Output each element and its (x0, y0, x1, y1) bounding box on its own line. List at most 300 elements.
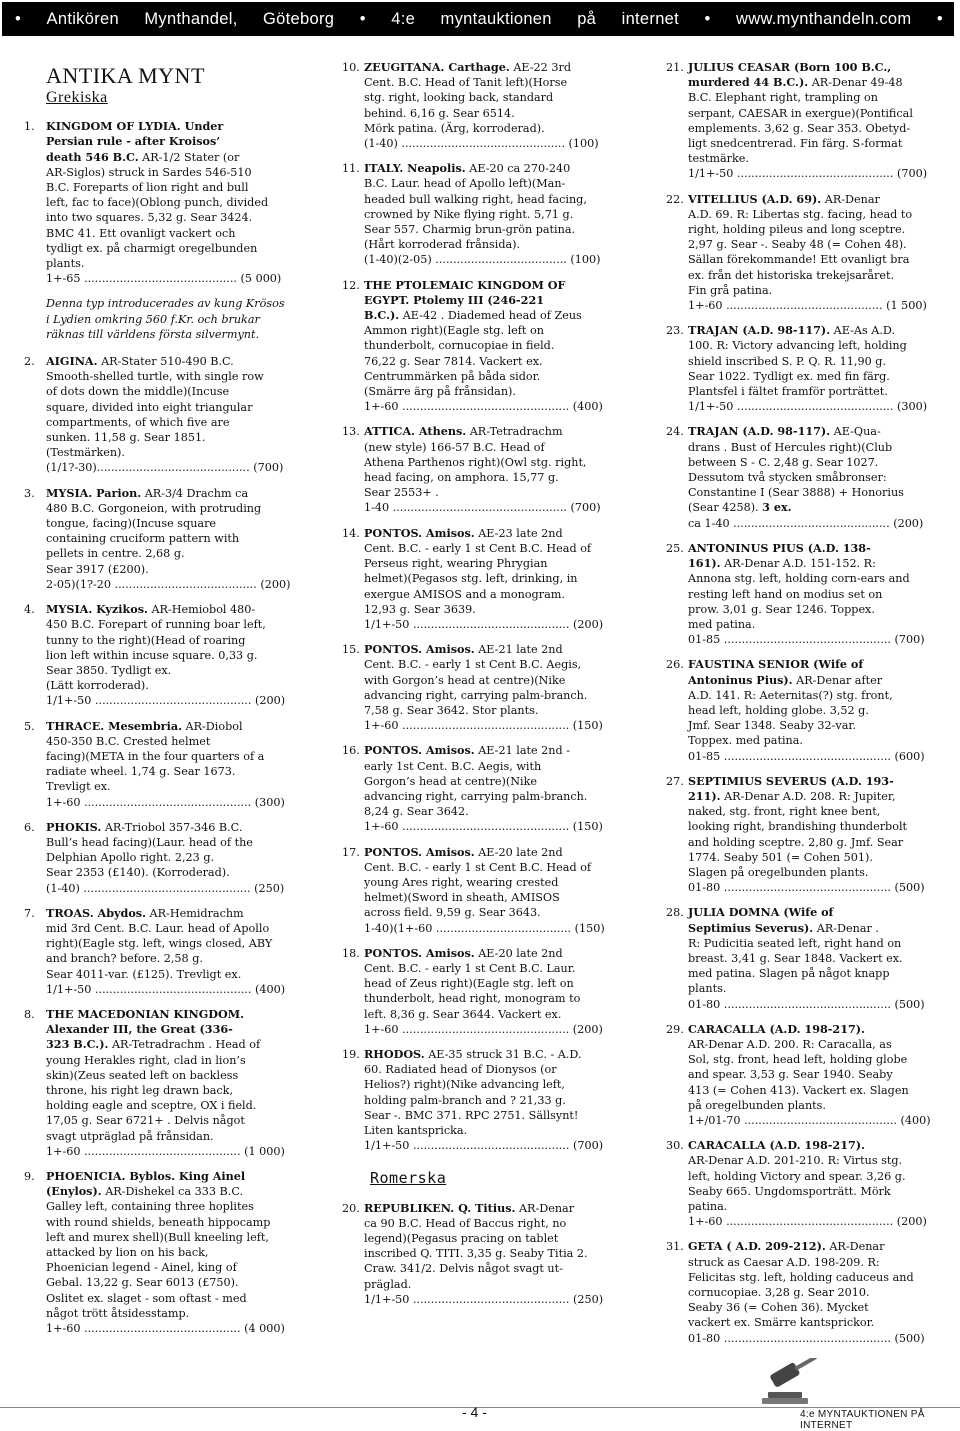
lot-description (364, 642, 628, 733)
lot-line: breast. 3,41 g. Sear 1848. Vackert ex. (688, 951, 903, 965)
lot-line: across field. 9,59 g. Sear 3643. (364, 906, 541, 920)
lot-line: facing)(META in the four quarters of a (46, 749, 265, 763)
lot-item (342, 743, 628, 834)
lot-line: B.C. Laur. head of Apollo left)(Man- (364, 177, 566, 191)
lot-line: Bull’s head facing)(Laur. head of the (46, 835, 253, 849)
lot-line: Slagen på oregelbunden plants. (688, 865, 869, 879)
lot-number: 11. (342, 162, 360, 176)
lot-line: young Ares right, wearing crested (364, 875, 559, 889)
lot-line: drans . Bust of Hercules right)(Club (688, 440, 893, 454)
lot-line: ex. från det historiska trekejsaråret. (688, 268, 895, 282)
lot-number: 1. (24, 120, 35, 134)
lot-line: 413 (= Cohen 413). Vackert ex. Slagen (688, 1083, 909, 1097)
lot-description (688, 657, 952, 763)
lot-line: and branch? before. 2,58 g. (46, 952, 203, 966)
lot-line: Felicitas stg. left, holding caduceus and (688, 1270, 914, 1284)
lot-number: 9. (24, 1170, 35, 1183)
lot-line: 1+-60 ............................................... (300) (46, 795, 285, 809)
lot-line: shield inscribed S. P. Q. R. 11,90 g. (688, 354, 886, 368)
lot-line: REPUBLIKEN. Q. Titius. AR-Denar (364, 1200, 575, 1215)
lot-line: holding palm-branch and ? 21,33 g. (364, 1093, 566, 1107)
lot-description (688, 541, 952, 647)
lot-description (688, 424, 952, 530)
lot-line: 323 B.C.). AR-Tetradrachm . Head of (46, 1037, 261, 1052)
lot-item (24, 719, 304, 810)
lot-number: 3. (24, 486, 35, 500)
lot-description (688, 1022, 952, 1128)
lot-line: präglad. (364, 1277, 412, 1291)
lot-line: ligt snedcentrerad. Fin färg. S-format (688, 137, 903, 151)
lot-line: THE PTOLEMAIC KINGDOM OF (364, 277, 566, 292)
lot-item (666, 192, 952, 314)
lot-line: left, holding Victory and spear. 3,26 g. (688, 1169, 906, 1183)
lot-description (46, 354, 304, 476)
header-word: Mynthandel, (144, 9, 238, 28)
lot-line: naked, stg. front, right knee bent, (688, 805, 881, 819)
lot-number: 2. (24, 355, 35, 369)
lot-item (24, 1169, 304, 1336)
lot-line: Antoninus Pius). AR-Denar after (688, 672, 883, 687)
lot-line: svagt utpräglad på frånsidan. (46, 1129, 214, 1143)
lot-line: struck as Caesar A.D. 198-209. R: (688, 1255, 880, 1269)
lot-line: cornucopiae. 3,28 g. Sear 2010. (688, 1286, 870, 1300)
lot-line: head left, holding globe. 3,52 g. (688, 703, 869, 717)
lot-line: Mörk patina. (Ärg, korroderad). (364, 121, 545, 135)
lot-line: (Enylos). AR-Dishekel ca 333 B.C. (46, 1184, 244, 1199)
lot-description (364, 845, 628, 936)
lot-line: PONTOS. Amisos. AE-21 late 2nd (364, 642, 563, 657)
lot-number: 5. (24, 719, 35, 733)
lot-description (364, 1047, 628, 1153)
lot-line: PONTOS. Amisos. AE-20 late 2nd (364, 844, 563, 859)
lot-description (364, 1201, 628, 1307)
lot-line: 01-85 ............................................... (600) (688, 749, 925, 763)
lot-line: (1-40) ............................................... (250) (46, 881, 285, 895)
lot-line: Helios?) right)(Nike advancing left, (364, 1078, 565, 1092)
lot-line: 1+-60 ............................................... (200) (688, 1215, 927, 1229)
lot-number: 18. (342, 946, 360, 960)
section-heading-roman: Romerska (370, 1169, 447, 1188)
lot-line: 1/1+-50 ............................................ (700) (364, 1139, 604, 1153)
lot-description (688, 323, 952, 414)
lot-line: 7,58 g. Sear 3642. Stor plants. (364, 703, 539, 717)
lot-line: behind. 6,16 g. Sear 6514. (364, 106, 515, 120)
lot-line: mid 3rd Cent. B.C. Laur. head of Apollo (46, 921, 270, 935)
lot-line: Perseus right, wearing Phrygian (364, 557, 548, 571)
lot-line: R: Pudicitia seated left, right hand on (688, 936, 902, 950)
lot-line: 17,05 g. Sear 6721+ . Delvis något (46, 1114, 245, 1128)
lot-description (364, 161, 628, 267)
lot-line: death 546 B.C. AR-1/2 Stater (or (46, 149, 240, 164)
note-line: räknas till världens första silvermynt. (46, 327, 260, 341)
lot-line: legend)(Pegasus pracing on tablet (364, 1232, 559, 1246)
lot-line: 1/1+-50 ............................................ (400) (46, 982, 286, 996)
lot-description (46, 486, 304, 592)
lot-line: Toppex. med patina. (688, 734, 803, 748)
gavel-icon (754, 1358, 824, 1408)
lot-line: radiate wheel. 1,74 g. Sear 1673. (46, 765, 236, 779)
lot-line: (1-40)(2-05) ..................................... (100) (364, 253, 601, 267)
lot-item (342, 1201, 628, 1307)
lot-line: JULIA DOMNA (Wife of (688, 905, 834, 920)
lot-line: compartments, of which five are (46, 415, 230, 429)
lot-description (364, 60, 628, 151)
lot-line: A.D. 141. R: Aeternitas(?) stg. front, (688, 688, 893, 702)
header-bar (2, 2, 954, 36)
lot-description (688, 1239, 952, 1345)
lot-line: Oslitet ex. slaget - som oftast - med (46, 1291, 247, 1305)
lot-item (342, 946, 628, 1037)
lot-line: 01-80 ............................................... (500) (688, 881, 925, 895)
lot-number: 16. (342, 744, 360, 758)
lot-item (342, 526, 628, 632)
lot-item (24, 486, 304, 592)
lot-line: A.D. 69. R: Libertas stg. facing, head to (688, 207, 913, 221)
lot-item (666, 323, 952, 414)
footer-caption: 4:e MYNTAUKTIONEN PÅ INTERNET (800, 1409, 925, 1431)
lot-line: square, divided into eight triangular (46, 400, 253, 414)
lot-item (666, 774, 952, 896)
lot-line: Cent. B.C. - early 1 st Cent B.C. Head of (364, 860, 592, 874)
lot-number: 12. (342, 278, 360, 292)
lot-line: ca 1-40 ............................................ (200) (688, 516, 924, 530)
lot-item (342, 1047, 628, 1153)
lot-line: tongue, facing)(Incuse square (46, 517, 217, 531)
lot-line: testmärke. (688, 152, 749, 166)
lot-line: JULIUS CEASAR (Born 100 B.C., (688, 60, 892, 74)
lot-number: 19. (342, 1047, 360, 1061)
page-number: - 4 - (462, 1404, 487, 1420)
header-word: på (577, 9, 597, 28)
lot-number: 25. (666, 541, 684, 555)
lot-line: and spear. 3,53 g. Sear 1940. Seaby (688, 1068, 893, 1082)
lot-description (688, 192, 952, 314)
lot-line: FAUSTINA SENIOR (Wife of (688, 657, 864, 672)
lot-line: left, fac to face)(Oblong punch, divided (46, 196, 269, 210)
column-3 (666, 60, 952, 1356)
lot-item (24, 354, 304, 476)
lot-line: Persian rule - after Kroisos’ (46, 134, 221, 149)
lot-line: (Sear 4258). 3 ex. (688, 500, 792, 515)
lot-number: 24. (666, 425, 684, 439)
lot-line: Cent. B.C. - early 1 st Cent B.C. Laur. (364, 961, 576, 975)
lot-line: Plantsfel i fältet framför porträttet. (688, 385, 888, 399)
lot-line: 1+-60 ............................................ (1 000) (46, 1144, 285, 1158)
header-url[interactable]: www.mynthandeln.com (736, 9, 912, 28)
lot-line: 01-85 ............................................... (700) (688, 633, 925, 647)
lot-line: and holding sceptre. 2,80 g. Jmf. Sear (688, 835, 904, 849)
lot-number: 20. (342, 1201, 360, 1215)
lot-number: 23. (666, 324, 684, 338)
lot-item (24, 906, 304, 997)
lot-line: between S - C. 2,48 g. Sear 1027. (688, 455, 879, 469)
header-bullet: • (359, 9, 366, 28)
lot-line: Seaby 665. Ungdomsporträtt. Mörk (688, 1184, 891, 1198)
lot-item (666, 1022, 952, 1128)
lot-line: plants. (46, 257, 85, 271)
lot-line: prow. 3,01 g. Sear 1246. Toppex. (688, 602, 875, 616)
lot-line: Septimius Severus). AR-Denar . (688, 920, 879, 935)
lot-line: BMC 41. Ett ovanligt vackert och (46, 226, 236, 240)
header-bullet: • (936, 9, 943, 28)
lot-line: 1+-60 ............................................ (4 000) (46, 1322, 285, 1336)
lot-description (46, 820, 304, 896)
lot-line: B.C. Foreparts of lion right and bull (46, 181, 249, 195)
lot-line: Sear 557. Charmig brun-grön patina. (364, 223, 576, 237)
lot-line: Athena Parthenos right)(Owl stg. right, (364, 455, 587, 469)
lot-line: AR-Siglos) struck in Sardes 546-510 (46, 165, 252, 179)
lot-line: AR-Denar A.D. 200. R: Caracalla, as (688, 1037, 892, 1051)
lot-line: Sear 2353 (£140). (Korroderad). (46, 866, 230, 880)
lot-line: GETA ( A.D. 209-212). AR-Denar (688, 1239, 885, 1254)
lot-item (666, 1239, 952, 1345)
lot-description (364, 946, 628, 1037)
lot-line: holding eagle and sceptre, OX i field. (46, 1099, 257, 1113)
lot-line: of dots down the middle)(Incuse (46, 385, 230, 399)
lot-description (364, 526, 628, 632)
lot-number: 4. (24, 603, 35, 617)
lot-line: något trött åtsidesstamp. (46, 1306, 190, 1320)
lot-line: PONTOS. Amisos. AE-20 late 2nd (364, 945, 563, 960)
lot-line: EGYPT. Ptolemy III (246-221 (364, 292, 545, 307)
lot-line: 1+-60 ............................................... (200) (364, 1022, 603, 1036)
lot-line: Galley left, containing three hoplites (46, 1200, 254, 1214)
lot-line: 1-40 ................................................. (700) (364, 501, 601, 515)
lot-line: headed bull walking right, head facing, (364, 192, 587, 206)
lot-line: Fin grå patina. (688, 283, 773, 297)
lot-number: 8. (24, 1007, 35, 1021)
lot-line: 8,24 g. Sear 3642. (364, 805, 469, 819)
lot-line: tydligt ex. på charmigt oregelbunden (46, 241, 258, 255)
lot-line: murdered 44 B.C.). AR-Denar 49-48 (688, 75, 903, 90)
lot-line: ATTICA. Athens. AR-Tetradrachm (364, 424, 563, 439)
lot-line: (Testmärken). (46, 446, 125, 460)
lot-line: Seaby 36 (= Cohen 36). Mycket (688, 1301, 869, 1315)
lot-line: 1+-60 ............................................... (400) (364, 400, 603, 414)
note-line: Denna typ introducerades av kung Krösos (46, 297, 285, 311)
lot-line: Centrummärken på båda sidor. (364, 369, 541, 383)
lot-line: stg. right, looking back, standard (364, 91, 554, 105)
lot-line: 1+-60 ............................................ (1 500) (688, 299, 927, 313)
lot-line: VITELLIUS (A.D. 69). AR-Denar (688, 191, 880, 206)
lot-line: young Herakles right, clad in lion’s (46, 1053, 246, 1067)
lot-line: 1/1+-50 ............................................ (200) (46, 694, 286, 708)
lot-item (24, 119, 304, 286)
lot-line: CARACALLA (A.D. 198-217). (688, 1138, 865, 1153)
lot-line: B.C.). AE-42 . Diademed head of Zeus (364, 308, 582, 323)
lot-line: Cent. B.C. - early 1 st Cent B.C. Aegis, (364, 658, 582, 672)
lot-line: pellets in centre. 2,68 g. (46, 547, 185, 561)
lot-item (342, 424, 628, 515)
lot-line: 1+-65 ........................................... (5 000) (46, 272, 282, 286)
lot-item (342, 60, 628, 151)
lot-description (46, 119, 304, 286)
lot-number: 26. (666, 658, 684, 672)
lot-description (46, 1169, 304, 1336)
lot-number: 29. (666, 1022, 684, 1036)
lot-line: Sear 2553+ . (364, 486, 439, 500)
lot-line: 161). AR-Denar A.D. 151-152. R: (688, 556, 876, 571)
lot-number: 21. (666, 61, 684, 74)
lot-description (364, 278, 628, 415)
lot-line: 480 B.C. Gorgoneion, with protruding (46, 501, 262, 515)
lot-line: (new style) 166-57 B.C. Head of (364, 440, 545, 454)
lot-item (24, 820, 304, 896)
lot-line: Dessutom två stycken småbronser: (688, 471, 887, 485)
lot-line: containing cruciform pattern with (46, 532, 240, 546)
lot-line: TROAS. Abydos. AR-Hemidrachm (46, 905, 244, 920)
lot-line: 1+-60 ............................................... (150) (364, 719, 603, 733)
lot-line: ITALY. Neapolis. AE-20 ca 270-240 (364, 161, 571, 176)
lot-line: RHODOS. AE-35 struck 31 B.C. - A.D. (364, 1046, 582, 1061)
lot-line: left and murex shell)(Bull kneeling left, (46, 1230, 269, 1244)
lot-line: 1/1+-50 ............................................ (200) (364, 617, 604, 631)
lot-line: 1+/01-70 ........................................... (400) (688, 1114, 931, 1127)
lot-line: AR-Denar A.D. 201-210. R: Virtus stg. (688, 1154, 903, 1168)
lot-line: early 1st Cent. B.C. Aegis, with (364, 759, 542, 773)
header-bullet: • (15, 9, 22, 28)
lot-line: TRAJAN (A.D. 98-117). AE-As A.D. (688, 323, 896, 338)
lot-line: skin)(Zeus seated left on backless (46, 1068, 239, 1082)
lot-line: TRAJAN (A.D. 98-117). AE-Qua- (688, 424, 881, 439)
lot-line: Gorgon’s head at centre)(Nike (364, 774, 537, 788)
lot-line: 450-350 B.C. Crested helmet (46, 734, 211, 748)
lot-line: thunderbolt, cornucopiae in field. (364, 339, 555, 353)
lot-line: (Lätt korroderad). (46, 679, 149, 693)
lot-line: Craw. 341/2. Delvis något svagt ut- (364, 1262, 563, 1276)
lot-line: Annona stg. left, holding corn-ears and (688, 572, 910, 586)
lot-line: 2,97 g. Sear -. Seaby 48 (= Cohen 48). (688, 238, 907, 252)
note-line: i Lydien omkring 560 f.Kr. och brukar (46, 312, 260, 326)
lot-number: 17. (342, 845, 360, 859)
lot-line: crowned by Nike flying right. 5,71 g. (364, 207, 574, 221)
lot-item (666, 424, 952, 530)
lot-line: 2-05)(1?-20 ........................................ (200) (46, 577, 291, 591)
lot-line: into two squares. 5,32 g. Sear 3424. (46, 211, 253, 225)
lot-number: 14. (342, 526, 360, 540)
lot-line: Sällan förekommande! Ett ovanligt bra (688, 253, 910, 267)
lot-line: AIGINA. AR-Stater 510-490 B.C. (46, 354, 234, 369)
lot-line: patina. (688, 1200, 728, 1214)
lot-line: ANTONINUS PIUS (A.D. 138- (688, 540, 871, 555)
lot-line: looking right, brandishing thunderbolt (688, 820, 908, 834)
lot-line: 1/1+-50 ............................................ (700) (688, 167, 928, 181)
lot-line: 450 B.C. Forepart of running boar left, (46, 618, 266, 632)
lot-note (46, 296, 304, 342)
lot-number: 28. (666, 906, 684, 920)
lot-line: (Smärre ärg på frånsidan). (364, 385, 516, 399)
lot-line: Sol, stg. front, head left, holding globe (688, 1053, 908, 1067)
lot-number: 6. (24, 820, 35, 834)
lot-item (342, 642, 628, 733)
lot-line: Smooth-shelled turtle, with single row (46, 370, 264, 384)
lot-line: Delphian Apollo right. 2,23 g. (46, 851, 215, 865)
lot-item (666, 541, 952, 647)
lot-item (666, 657, 952, 763)
lot-line: 12,93 g. Sear 3639. (364, 602, 476, 616)
lot-line: with round shields, beneath hippocamp (46, 1215, 271, 1229)
lot-description (688, 1138, 952, 1229)
header-word: Antikören (46, 9, 119, 28)
lot-item (342, 845, 628, 936)
lot-line: MYSIA. Parion. AR-3/4 Drachm ca (46, 485, 249, 500)
lot-description (46, 906, 304, 997)
lot-line: B.C. Elephant right, trampling on (688, 91, 878, 105)
lot-line: (1-40) .............................................. (100) (364, 137, 599, 151)
lot-line: sunken. 11,58 g. Sear 1851. (46, 431, 206, 445)
lot-line: advancing right, carrying palm-branch. (364, 688, 588, 702)
lot-item (666, 1138, 952, 1229)
lot-number: 10. (342, 61, 360, 74)
lot-line: advancing right, carrying palm-branch. (364, 789, 588, 803)
lot-description (364, 424, 628, 515)
lot-description (46, 719, 304, 810)
lot-item (342, 278, 628, 415)
page-title: ANTIKA MYNT (46, 63, 205, 88)
lot-number: 7. (24, 906, 35, 920)
lot-line: 01-80 ............................................... (500) (688, 1331, 925, 1345)
lot-line: MYSIA. Kyzikos. AR-Hemiobol 480- (46, 602, 256, 617)
lot-line: plants. (688, 982, 727, 996)
lot-number: 31. (666, 1240, 684, 1254)
lot-line: Sear -. BMC 371. RPC 2751. Sällsynt! (364, 1108, 579, 1122)
lot-line: 1774. Seaby 501 (= Cohen 501). (688, 850, 873, 864)
lot-line: Cent. B.C. Head of Tanit left)(Horse (364, 76, 568, 90)
lot-line: 76,22 g. Sear 7814. Vackert ex. (364, 354, 543, 368)
lot-description (46, 602, 304, 708)
lot-line: tunny to the right)(Head of roaring (46, 633, 246, 647)
lot-item (666, 60, 952, 182)
lot-item (666, 905, 952, 1011)
lot-line: Sear 1022. Tydligt ex. med fin färg. (688, 369, 890, 383)
lot-line: CARACALLA (A.D. 198-217). (688, 1021, 865, 1036)
lot-description (688, 774, 952, 896)
lot-line: resting left hand on modius set on (688, 587, 883, 601)
lot-line: inscribed Q. TITI. 3,35 g. Seaby Titia 2. (364, 1247, 588, 1261)
header-word: Göteborg (263, 9, 335, 28)
lot-line: PHOKIS. AR-Triobol 357-346 B.C. (46, 819, 243, 834)
lot-line: throne, his right leg drawn back, (46, 1083, 234, 1097)
lot-line: 1-40)(1+-60 ...................................... (150) (364, 921, 605, 935)
header-word: 4:e (391, 9, 416, 28)
header-bullet: • (704, 9, 711, 28)
lot-line: SEPTIMIUS SEVERUS (A.D. 193- (688, 773, 894, 788)
lot-line: attacked by lion on his back, (46, 1246, 209, 1260)
lot-line: head of Zeus right)(Eagle stg. left on (364, 977, 574, 991)
lot-line: Jmf. Sear 1348. Seaby 32-var. (688, 719, 857, 733)
lot-description (46, 1007, 304, 1159)
lot-line: 100. R: Victory advancing left, holding (688, 339, 907, 353)
lot-number: 22. (666, 192, 684, 206)
header-word: myntauktionen (440, 9, 552, 28)
lot-line: med patina. (688, 617, 756, 631)
lot-line: Sear 3850. Tydligt ex. (46, 663, 172, 677)
lot-line: ZEUGITANA. Carthage. AE-22 3rd (364, 60, 571, 74)
lot-line: vackert ex. Smärre kantsprickor. (688, 1316, 875, 1330)
lot-line: exergue AMISOS and a monogram. (364, 587, 565, 601)
lot-line: head facing, on amphora. 15,77 g. (364, 471, 559, 485)
lot-line: 211). AR-Denar A.D. 208. R: Jupiter, (688, 788, 896, 803)
lot-line: right)(Eagle stg. left, wings closed, ABY (46, 937, 273, 951)
lot-line: (1/1?-30)........................................... (700) (46, 461, 284, 475)
lot-line: emplements. 3,62 g. Sear 353. Obetyd- (688, 121, 911, 135)
lot-line: left. 8,36 g. Sear 3644. Vackert ex. (364, 1007, 562, 1021)
lot-line: på oregelbunden plants. (688, 1098, 826, 1112)
lot-description (364, 743, 628, 834)
lot-number: 15. (342, 643, 360, 657)
lot-line: Alexander III, the Great (336- (46, 1022, 233, 1037)
lot-line: KINGDOM OF LYDIA. Under (46, 119, 224, 134)
